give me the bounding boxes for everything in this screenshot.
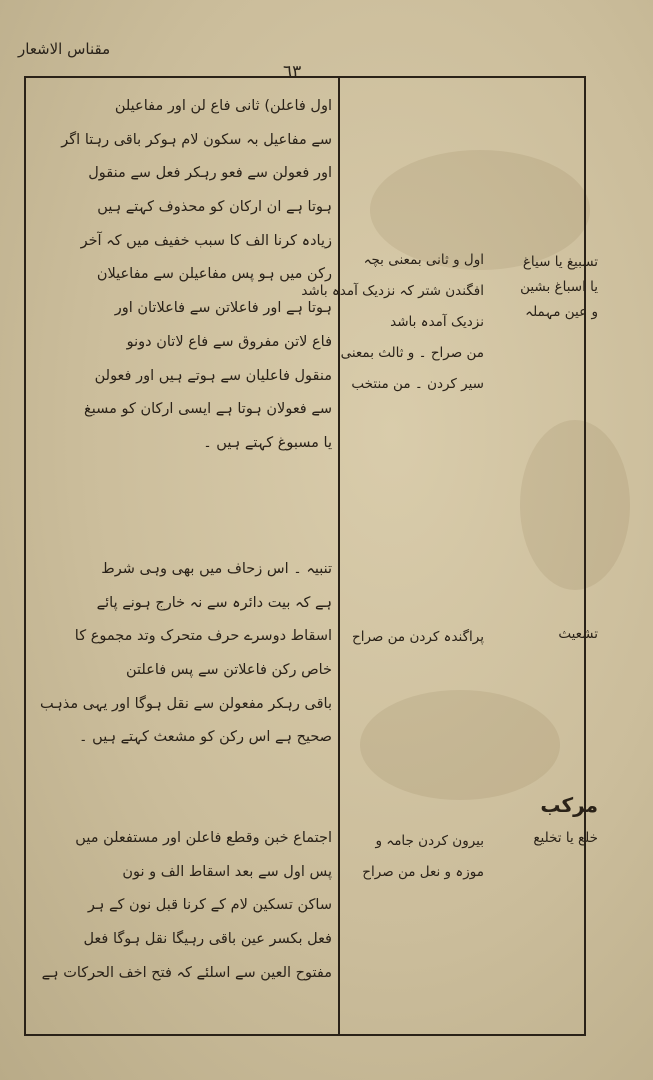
definition-khala xyxy=(344,826,484,888)
text-line: سے مفاعیل بہ سکون لام ہوکر باقی رہتا اگر xyxy=(61,131,332,148)
text-line: مفتوح العین سے اسلئے کہ فتح اخف الحرکات ہے xyxy=(41,964,332,981)
text-line: رکن میں ہو پس مفاعیلن سے مفاعیلان xyxy=(96,266,332,283)
term-line: خلع یا تخلیع xyxy=(533,830,598,846)
definition-line: افگندن شتر کہ نزدیک آمدہ باشد xyxy=(301,283,484,299)
text-line: پس اول سے بعد اسقاط الف و نون xyxy=(122,863,332,880)
definition-tashith xyxy=(344,622,484,653)
term-line: تشعیث xyxy=(558,626,598,642)
text-line: اول فاعلن) ثانی فاع لن اور مفاعیلن xyxy=(114,98,332,114)
text-line: اسقاط دوسرے حرف متحرک وتد مجموع کا xyxy=(74,628,332,645)
text-line: صحیح ہے اس رکن کو مشعث کہتے ہیں ۔ xyxy=(79,729,332,746)
definition-tasbigh xyxy=(301,245,484,400)
main-text-block-3 xyxy=(30,822,332,990)
definition-line: من صراح ۔ و ثالث بمعنی xyxy=(340,345,484,361)
text-line: تنبیہ ۔ اس زحاف میں بھی وہی شرط xyxy=(101,561,332,577)
term-tashith xyxy=(484,622,598,647)
text-line: فعل بکسر عین باقی رہیگا نقل ہوگا فعل xyxy=(83,931,332,948)
text-line: ہوتا ہے اور فاعلاتن سے فاعلاتان اور xyxy=(114,300,332,317)
term-khala xyxy=(484,826,598,851)
column-divider xyxy=(338,76,340,1036)
text-line: باقی رہکر مفعولن سے نقل ہوگا اور یہی مذہب xyxy=(40,695,332,712)
main-text-block-2 xyxy=(30,553,332,755)
text-line: فاع لاتن مفروق سے فاع لاتان دونو xyxy=(126,333,332,350)
definition-line: بیرون کردن جامہ و xyxy=(375,833,484,849)
term-line: و عین مہملہ xyxy=(525,304,598,320)
text-line: اجتماع خبن وقطع فاعلن اور مستفعلن میں xyxy=(75,830,332,846)
text-line: ہے کہ بیت دائرہ سے نہ خارج ہونے پائے xyxy=(96,594,332,611)
definition-line: اول و ثانی بمعنی بچہ xyxy=(363,252,484,268)
running-head: مقناس الاشعار xyxy=(18,40,111,58)
definition-line: موزہ و نعل من صراح xyxy=(362,864,484,880)
main-text-block-1 xyxy=(30,90,332,461)
term-tasbigh xyxy=(484,250,598,325)
definition-line: سیر کردن ۔ من منتخب xyxy=(351,376,484,392)
term-line: یا اسباغ بشین xyxy=(520,279,598,295)
text-line: سے فعولان ہوتا ہے ایسی ارکان کو مسبغ xyxy=(84,401,332,418)
definition-line: پراگندہ کردن من صراح xyxy=(351,629,484,645)
definition-line: نزدیک آمدہ باشد xyxy=(390,314,484,330)
text-line: خاص رکن فاعلاتن سے پس فاعلتن xyxy=(125,662,332,679)
text-line: اور فعولن سے فعو رہکر فعل سے منقول xyxy=(88,165,332,182)
text-line: یا مسبوغ کہتے ہیں ۔ xyxy=(203,434,332,451)
text-line: زیادہ کرنا الف کا سبب خفیف میں کہ آخر xyxy=(80,232,332,249)
page-number: ٦٣ xyxy=(283,62,302,82)
text-line: ہوتا ہے ان ارکان کو محذوف کہتے ہیں xyxy=(97,199,332,216)
text-line: ساکن تسکین لام کے کرنا قبل نون کے ہر xyxy=(87,897,332,914)
text-line: منقول فاعلیان سے ہوتے ہیں اور فعولن xyxy=(94,367,332,384)
term-line: تسبیغ یا سیاغ xyxy=(522,254,598,270)
section-heading-murakkab: مرکب xyxy=(540,793,598,817)
